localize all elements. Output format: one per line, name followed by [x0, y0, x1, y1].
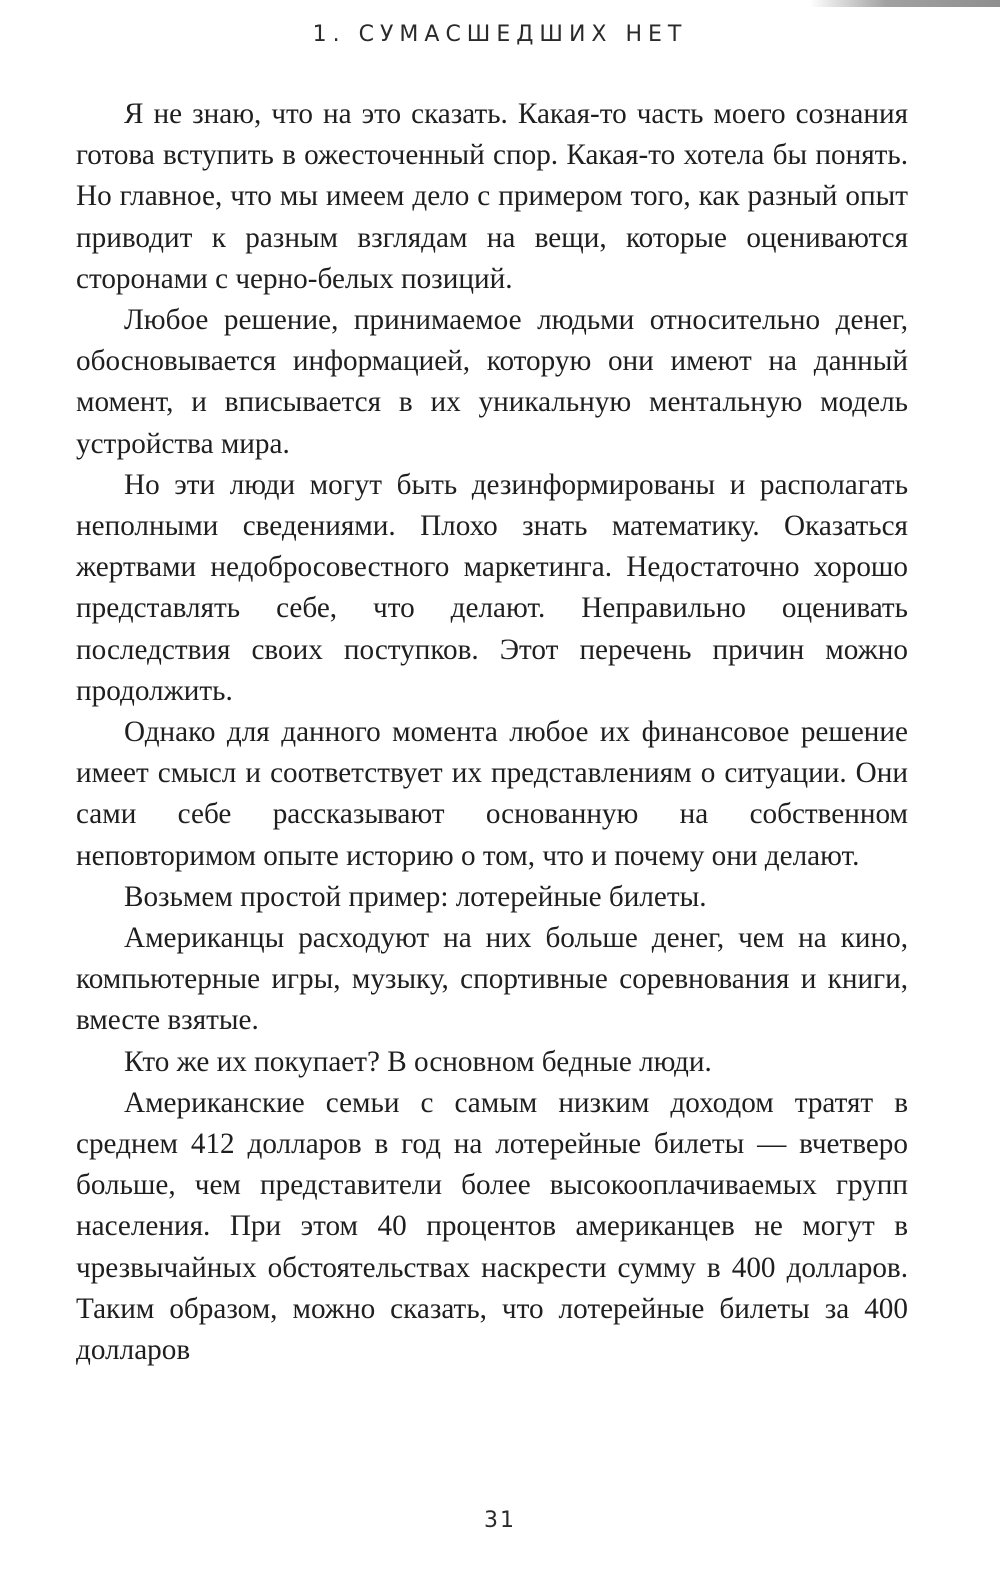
paragraph: Любое решение, принимаемое людьми относительно денег, обосновывается информацией, которую они имеют на данный момент, и вписывается в их уникальную ментальную модель устройства мира. [76, 304, 908, 460]
body-text [76, 94, 908, 1371]
paragraph: Возьмем простой пример: лотерейные билеты. [124, 880, 707, 913]
paragraph: Кто же их покупает? В основном бедные люди. [124, 1045, 712, 1078]
page-number: 31 [484, 1508, 516, 1533]
paragraph: Но эти люди могут быть дезинформированы и располагать неполными сведениями. Плохо знать математику. Оказаться жертвами недобросовестного маркетинга. Недостаточно хорошо представлять себе, что делают. Неправильно оценивать последствия своих поступков. Этот перечень причин можно продолжить. [76, 468, 908, 707]
running-head: 1. СУМАСШЕДШИХ НЕТ [312, 22, 688, 47]
paragraph: Однако для данного момента любое их финансовое решение имеет смысл и соответствует их представлениям о ситуации. Они сами себе рассказывают основанную на собственном неповторимом опыте историю о том, что и почему они делают. [76, 716, 908, 872]
paragraph: Американцы расходуют на них больше денег, чем на кино, компьютерные игры, музыку, спортивные соревнования и книги, вместе взятые. [76, 922, 908, 1037]
paragraph: Я не знаю, что на это сказать. Какая-то часть моего сознания готова вступить в ожесточенный спор. Какая-то хотела бы понять. Но главное, что мы имеем дело с примером того, как разный опыт приводит к разным взглядам на вещи, которые оцениваются сторонами с черно-белых позиций. [76, 98, 908, 295]
scan-edge-shadow [810, 0, 1000, 7]
paragraph: Американские семьи с самым низким доходом тратят в среднем 412 долларов в год на лотерейные билеты — вчетверо больше, чем представители более высокооплачиваемых групп населения. При этом 40 процентов американцев не могут в чрезвычайных обстоятельствах наскрести сумму в 400 долларов. Таким образом, можно сказать, что лотерейные билеты за 400 долларов [76, 1086, 908, 1367]
